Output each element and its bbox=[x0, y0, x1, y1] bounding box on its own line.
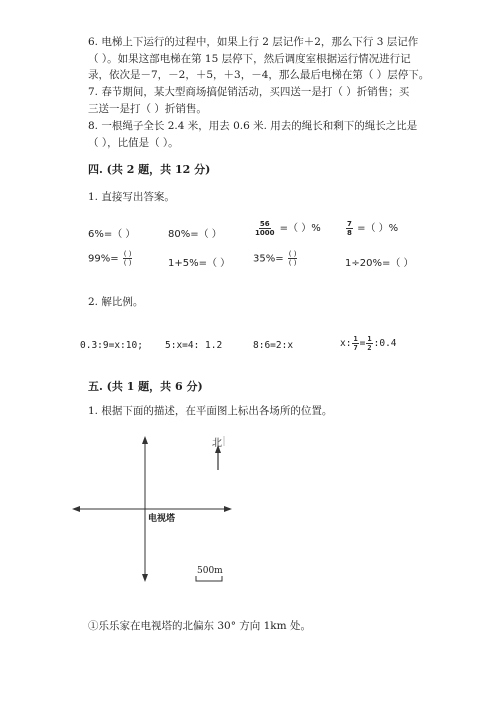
fraction-numerator: 1 bbox=[367, 335, 372, 343]
section5-q1-title: 1. 根据下面的描述，在平面图上标出各场所的位置。 bbox=[88, 405, 333, 417]
expr-post: :0.4 bbox=[373, 338, 397, 349]
proportion-2: 5:x=4: 1.2 bbox=[165, 340, 223, 351]
q6-line1: 6. 电梯上下运行的过程中，如果上行 2 层记作＋2，那么下行 3 层记作 bbox=[88, 36, 419, 48]
section5-item1: ①乐乐家在电视塔的北偏东 30° 方向 1km 处。 bbox=[88, 620, 311, 632]
q6-line3: 录，依次是－7，－2，＋5，＋3，－4，那么最后电梯在第（ ）层停下。 bbox=[88, 69, 430, 81]
expr-mid: = bbox=[359, 338, 366, 349]
section4-q2-title: 2. 解比例。 bbox=[88, 296, 144, 308]
fraction-denominator: ( ) bbox=[123, 259, 132, 267]
scale-label: 500m bbox=[197, 566, 223, 576]
calc-1-plus-5-percent: 1+5%=（ ） bbox=[168, 258, 231, 269]
fraction-denominator: 2 bbox=[367, 344, 372, 352]
expr-pre: x: bbox=[340, 338, 352, 349]
expr-pre: 35%= bbox=[253, 253, 284, 265]
section4-q1-title: 1. 直接写出答案。 bbox=[88, 191, 175, 203]
proportion-3: 8:6=2:x bbox=[253, 340, 294, 351]
north-label: 北 bbox=[212, 438, 222, 449]
fraction-numerator: 56 bbox=[259, 219, 270, 228]
calc-1-div-20-percent: 1÷20%=（ ） bbox=[345, 258, 414, 269]
q8-line2: （ ），比值是（ ）。 bbox=[88, 137, 179, 149]
fraction-denominator: ( ) bbox=[288, 259, 297, 267]
calc-80-percent: 80%=（ ） bbox=[168, 229, 222, 240]
fraction-denominator: 7 bbox=[353, 344, 358, 352]
section5-heading: 五. (共 1 题，共 6 分) bbox=[88, 380, 203, 393]
fraction-numerator: ( ) bbox=[123, 250, 132, 258]
tv-tower-label: 电视塔 bbox=[148, 514, 176, 524]
fraction-numerator: 7 bbox=[347, 219, 352, 228]
fraction-denominator: 8 bbox=[347, 228, 352, 237]
q8-line1: 8. 一根绳子全长 2.4 米，用去 0.6 米. 用去的绳长和剩下的绳长之比是 bbox=[88, 120, 418, 132]
fraction-numerator: ( ) bbox=[288, 250, 297, 258]
q6-line2: （ ）。如果这部电梯在第 15 层停下，然后调度室根据运行情况进行记 bbox=[88, 53, 411, 65]
scale-bar bbox=[196, 576, 222, 581]
expr-pre: 99%= bbox=[88, 253, 119, 265]
q7-line1: 7. 春节期间，某大型商场搞促销活动，买四送一是打（ ）折销售；买 bbox=[88, 86, 410, 98]
calc-6-percent: 6%=（ ） bbox=[88, 229, 136, 240]
fraction-denominator: 1000 bbox=[255, 228, 275, 237]
q7-line2: 三送一是打（ ）折销售。 bbox=[88, 103, 207, 115]
proportion-1: 0.3:9=x:10; bbox=[80, 340, 143, 351]
expr-rest: =（ ）% bbox=[279, 223, 321, 234]
expr-rest: =（ ）% bbox=[357, 223, 399, 234]
fraction-numerator: 1 bbox=[353, 335, 358, 343]
section4-heading: 四. (共 2 题，共 12 分) bbox=[88, 163, 211, 176]
